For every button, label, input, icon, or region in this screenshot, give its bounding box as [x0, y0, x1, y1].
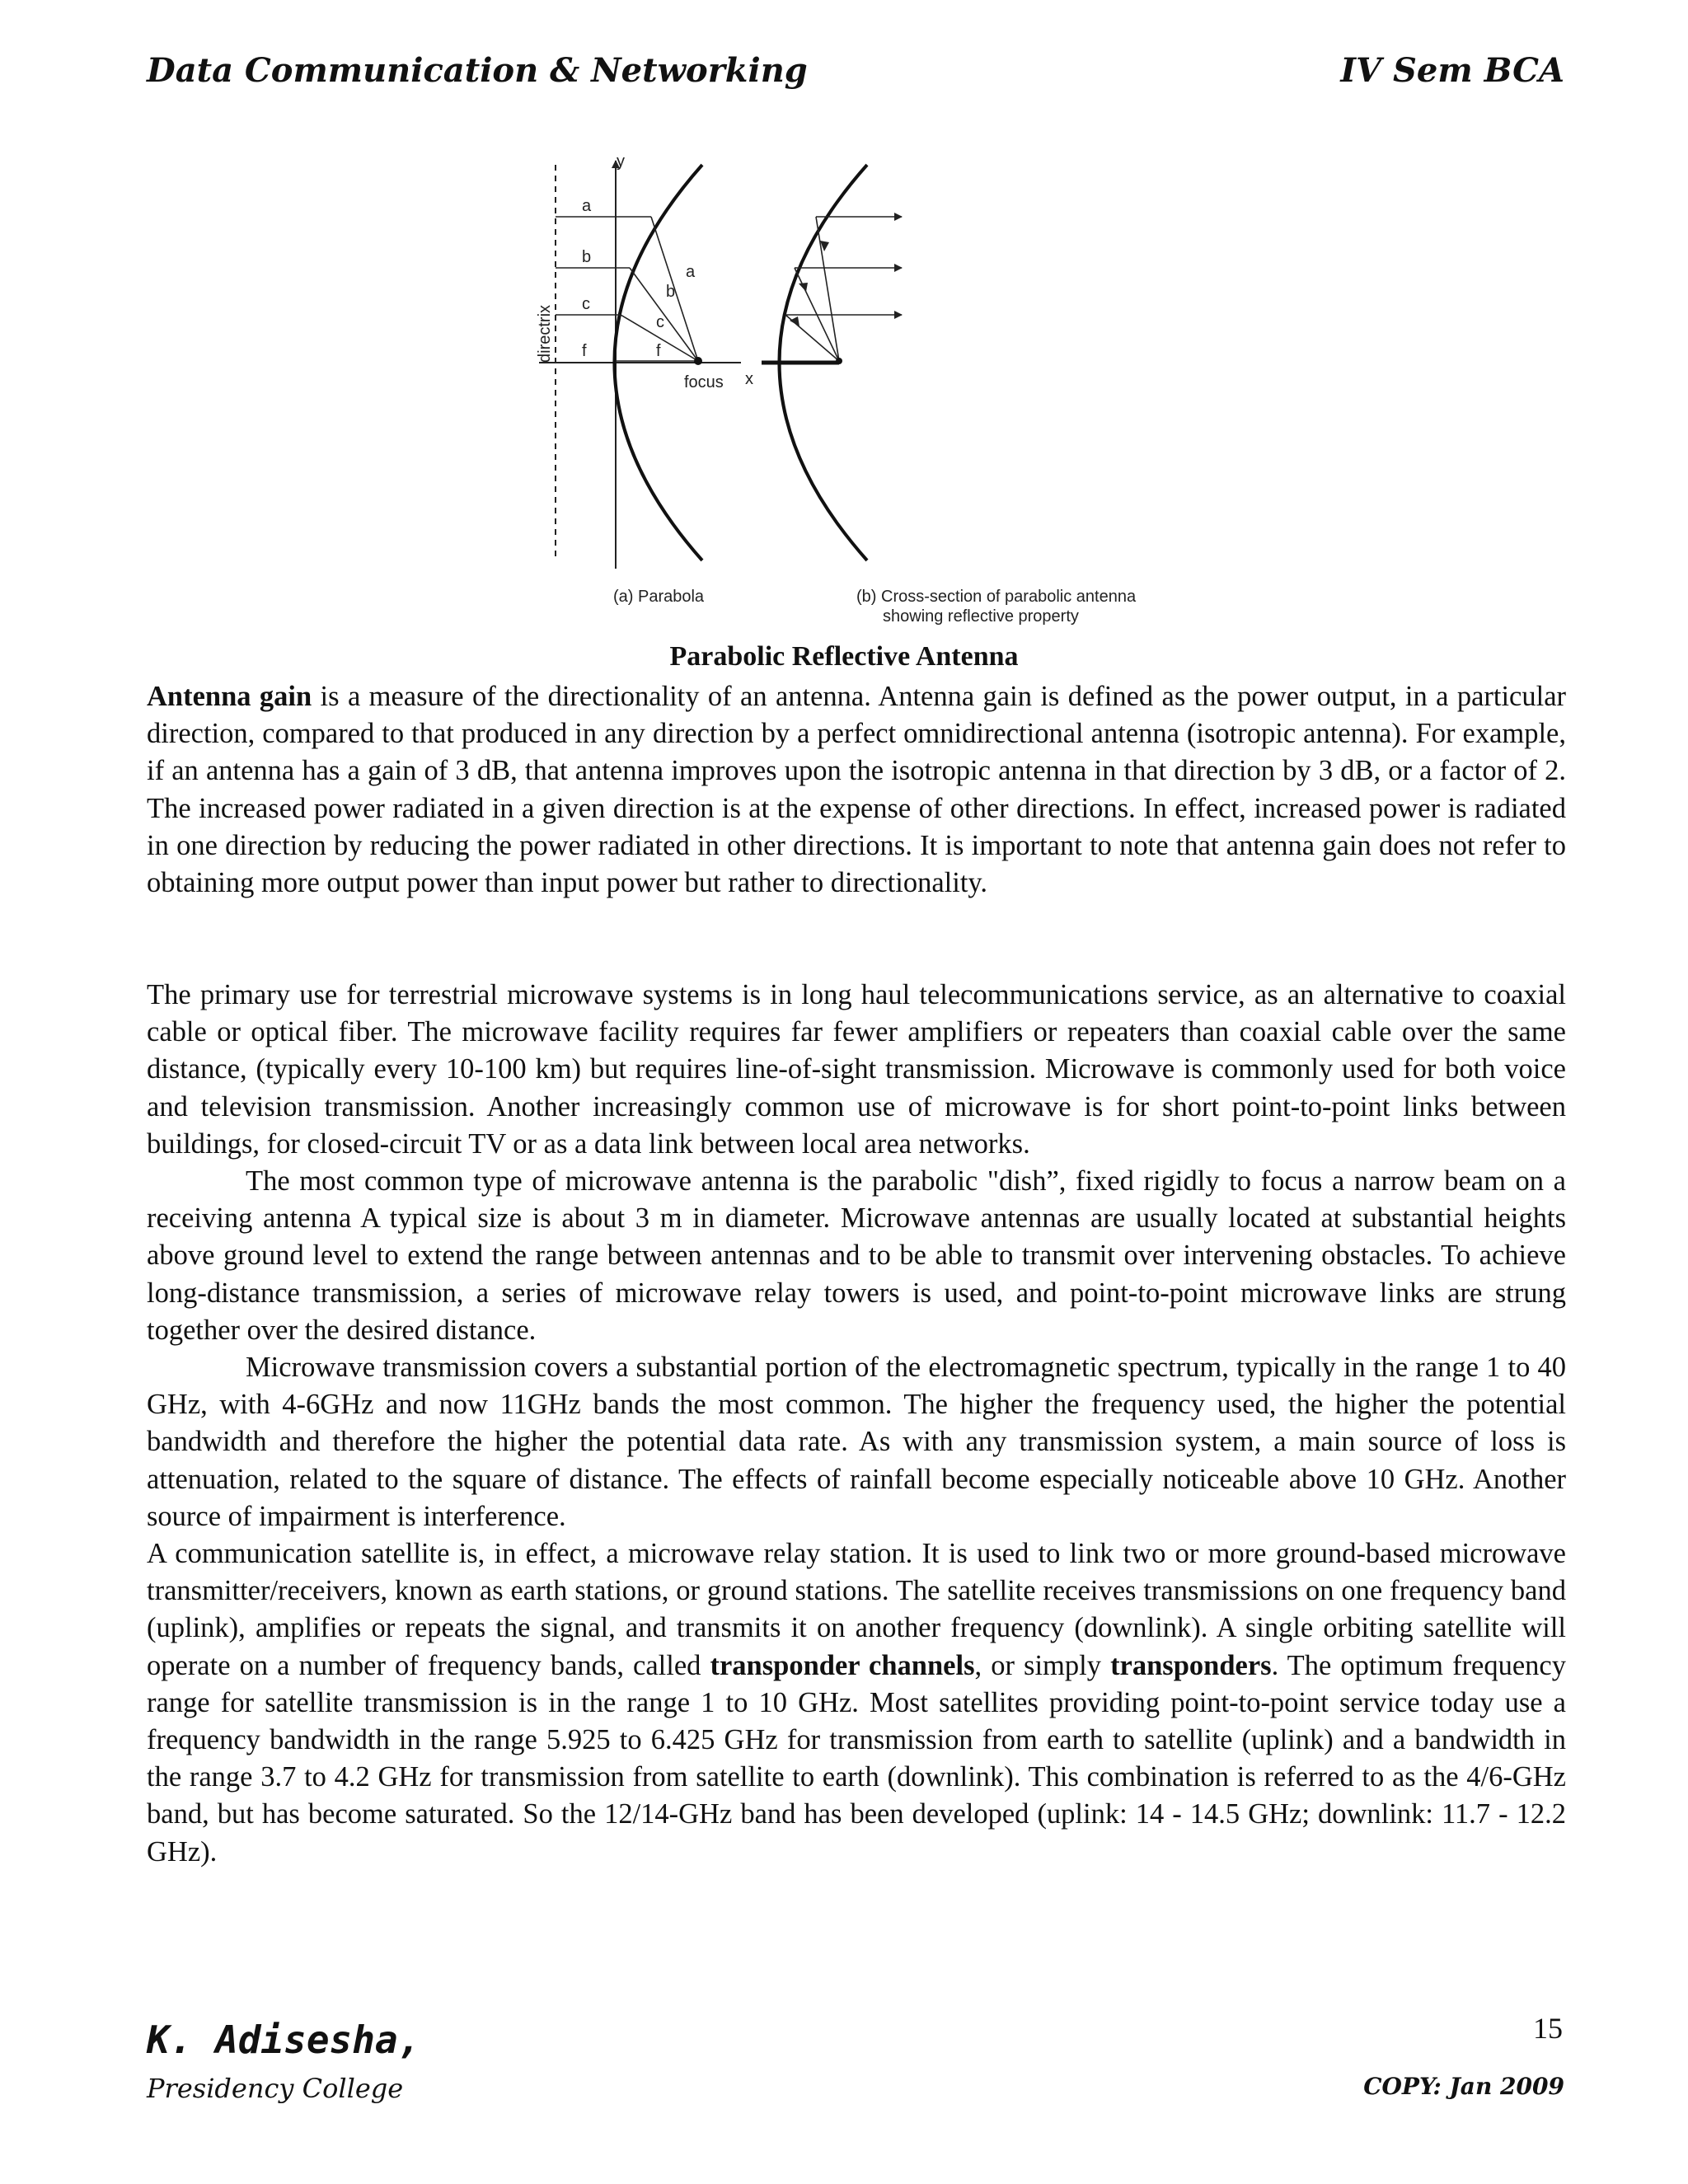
paragraph-microwave-transmission: Microwave transmission covers a substantial portion of the electromagnetic spectrum, typically in the range 1 to 40 GHz, with 4-6GHz and now 11GHz bands the most common. The higher the frequency used, the higher the potential bandwidth and therefore the higher the potential data rate. As with any transmission system, a main source of loss is attenuation, related to the square of distance. The effects of rainfall become especially noticeable above 10 GHz. Another source of impairment is interference.	[147, 1352, 1566, 1532]
svg-text:b: b	[666, 283, 676, 301]
paragraph-antenna-gain	[147, 678, 1566, 902]
body-section	[147, 977, 1566, 1871]
parabolic-antenna-figure	[523, 140, 1198, 640]
figure-caption: Parabolic Reflective Antenna	[669, 641, 1019, 672]
antenna-gain-text: is a measure of the directionality of an antenna. Antenna gain is defined as the power output, in a particular direction, compared to that produced in any direction by a perfect omnidirectional antenna (isotropic antenna). For example, if an antenna has a gain of 3 dB, that antenna improves upon the isotropic antenna in that direction by 3 dB, or a factor of 2. The increased power radiated in a given direction is at the expense of other directions. In effect, increased power is radiated in one direction by reducing the power radiated in other directions. It is important to note that antenna gain does not refer to obtaining more output power than input power but rather to directionality.	[147, 681, 1566, 899]
footer-college: Presidency College	[147, 2073, 404, 2104]
paragraph-microwave-antenna: The most common type of microwave antenna is the parabolic "dish”, fixed rigidly to focus a narrow beam on a receiving antenna A typical size is about 3 m in diameter. Microwave antennas are usually located at substantial heights above ground level to extend the range between antennas and to be able to transmit over intervening obstacles. To achieve long-distance transmission, a series of microwave relay towers is used, and point-to-point microwave links are strung together over the desired distance.	[147, 1165, 1566, 1346]
header-semester: IV Sem BCA	[1340, 51, 1564, 90]
svg-text:focus: focus	[684, 373, 724, 391]
svg-text:a: a	[686, 263, 696, 281]
svg-text:f: f	[656, 342, 661, 360]
svg-text:c: c	[582, 295, 590, 313]
svg-text:(b) Cross-section of parabolic: (b) Cross-section of parabolic antenna	[856, 588, 1137, 606]
svg-text:x: x	[745, 370, 753, 388]
footer-copyright: COPY: Jan 2009	[1363, 2073, 1564, 2100]
svg-text:y: y	[617, 152, 625, 171]
header-title: Data Communication & Networking	[147, 51, 808, 90]
svg-text:f: f	[582, 342, 587, 360]
footer-author: K. Adisesha,	[147, 2018, 421, 2062]
paragraph-satellite: A communication satellite is, in effect, a microwave relay station. It is used to link two or more ground-based microwave transmitter/receivers, known as earth stations, or ground stations. The satellite receives transmissions on one frequency band (uplink), amplifies or repeats the signal, and transmits it on another frequency (downlink). A single orbiting satellite will operate on a number of frequency bands, called transponder channels, or simply transponders. The optimum frequency range for satellite transmission is in the range 1 to 10 GHz. Most satellites providing point-to-point service today use a frequency bandwidth in the range 5.925 to 6.425 GHz for transmission from earth to satellite (uplink) and a bandwidth in the range 3.7 to 4.2 GHz for transmission from satellite to earth (downlink). This combination is referred to as the 4/6-GHz band, but has become saturated. So the 12/14-GHz band has been developed (uplink: 14 - 14.5 GHz; downlink: 11.7 - 12.2 GHz).	[147, 1538, 1566, 1868]
svg-text:showing reflective property: showing reflective property	[883, 607, 1079, 626]
paragraph-terrestrial-microwave: The primary use for terrestrial microwave systems is in long haul telecommunications service, as an alternative to coaxial cable or optical fiber. The microwave facility requires far fewer amplifiers or repeaters than coaxial cable over the same distance, (typically every 10-100 km) but requires line-of-sight transmission. Microwave is commonly used for both voice and television transmission. Another increasingly common use of microwave is for short point-to-point links between buildings, for closed-circuit TV or as a data link between local area networks.	[147, 979, 1566, 1160]
focus-point	[694, 357, 702, 365]
term-transponders: transponders	[1110, 1649, 1272, 1681]
svg-text:b: b	[582, 248, 592, 266]
term-antenna-gain: Antenna gain	[147, 681, 312, 712]
page-number: 15	[1533, 2012, 1563, 2045]
svg-text:c: c	[656, 313, 664, 331]
svg-text:a: a	[582, 197, 592, 215]
svg-text:directrix: directrix	[536, 304, 554, 363]
term-transponder-channels: transponder channels	[710, 1649, 975, 1681]
svg-text:(a) Parabola: (a) Parabola	[613, 588, 705, 606]
